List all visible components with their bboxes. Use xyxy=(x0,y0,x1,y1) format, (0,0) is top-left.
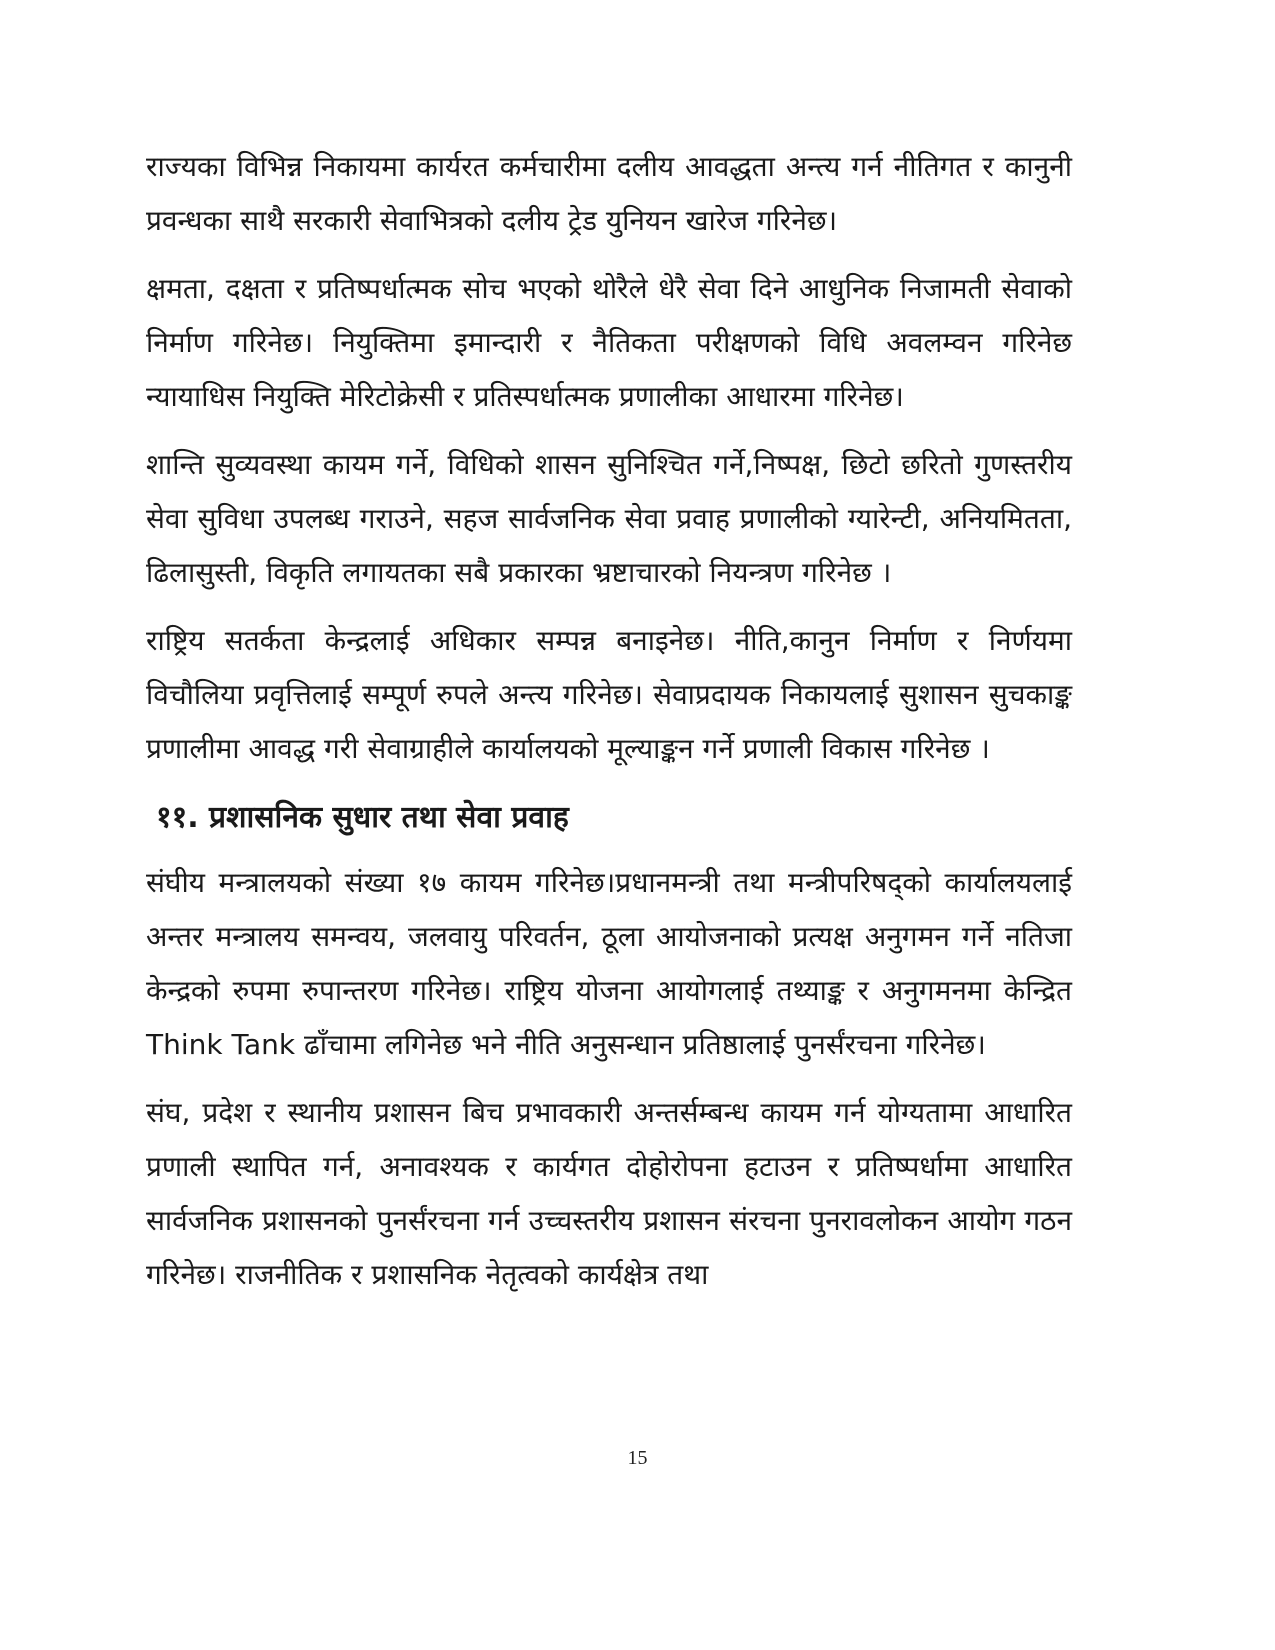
paragraph-civil-service: क्षमता, दक्षता र प्रतिष्पर्धात्मक सोच भएको थोरैले धेरै सेवा दिने आधुनिक निजामती सेवाको निर्माण गरिनेछ। नियुक्तिमा इमान्दारी र नैतिकता परीक्षणको विधि अवलम्वन गरिनेछ न्यायाधिस नियुक्ति मेरिटोक्रेसी र प्रतिस्पर्धात्मक प्रणालीका आधारमा गरिनेछ। xyxy=(146,272,1072,413)
document-body xyxy=(146,140,1072,1316)
paragraph-party-affiliation: राज्यका विभिन्न निकायमा कार्यरत कर्मचारीमा दलीय आवद्धता अन्त्य गर्न नीतिगत र कानुनी प्रवन्धका साथै सरकारी सेवाभित्रको दलीय ट्रेड युनियन खारेज गरिनेछ। xyxy=(146,150,1072,237)
paragraph-vigilance-centre: राष्ट्रिय सतर्कता केन्द्रलाई अधिकार सम्पन्न बनाइनेछ। नीति,कानुन निर्माण र निर्णयमा विचौलिया प्रवृत्तिलाई सम्पूर्ण रुपले अन्त्य गरिनेछ। सेवाप्रदायक निकायलाई सुशासन सुचकाङ्क प्रणालीमा आवद्ध गरी सेवाग्राहीले कार्यालयको मूल्याङ्कन गर्ने प्रणाली विकास गरिनेछ । xyxy=(146,624,1072,765)
page-number: 15 xyxy=(627,1447,648,1469)
paragraph-administration-restructure: संघ, प्रदेश र स्थानीय प्रशासन बिच प्रभावकारी अन्तर्सम्बन्ध कायम गर्न योग्यतामा आधारित प्रणाली स्थापित गर्न, अनावश्यक र कार्यगत दोहोरोपना हटाउन र प्रतिष्पर्धामा आधारित सार्वजनिक प्रशासनको पुनर्संरचना गर्न उच्चस्तरीय प्रशासन संरचना पुनरावलोकन आयोग गठन गरिनेछ। राजनीतिक र प्रशासनिक नेतृत्वको कार्यक्षेत्र तथा xyxy=(146,1096,1072,1291)
paragraph-law-order: शान्ति सुव्यवस्था कायम गर्ने, विधिको शासन सुनिश्चित गर्ने,निष्पक्ष, छिटो छरितो गुणस्तरीय सेवा सुविधा उपलब्ध गराउने, सहज सार्वजनिक सेवा प्रवाह प्रणालीको ग्यारेन्टी, अनियमितता, ढिलासुस्ती, विकृति लगायतका सबै प्रकारका भ्रष्टाचारको नियन्त्रण गरिनेछ । xyxy=(146,448,1072,589)
paragraph-ministries: संघीय मन्त्रालयको संख्या १७ कायम गरिनेछ।प्रधानमन्त्री तथा मन्त्रीपरिषद्को कार्यालयलाई अन्तर मन्त्रालय समन्वय, जलवायु परिवर्तन, ठूला आयोजनाको प्रत्यक्ष अनुगमन गर्ने नतिजा केन्द्रको रुपमा रुपान्तरण गरिनेछ। राष्ट्रिय योजना आयोगलाई तथ्याङ्क र अनुगमनमा केन्द्रित Think Tank ढाँचामा लगिनेछ भने नीति अनुसन्धान प्रतिष्ठालाई पुनर्संरचना गरिनेछ। xyxy=(146,866,1072,1061)
section-heading: ११. प्रशासनिक सुधार तथा सेवा प्रवाह xyxy=(156,800,569,835)
